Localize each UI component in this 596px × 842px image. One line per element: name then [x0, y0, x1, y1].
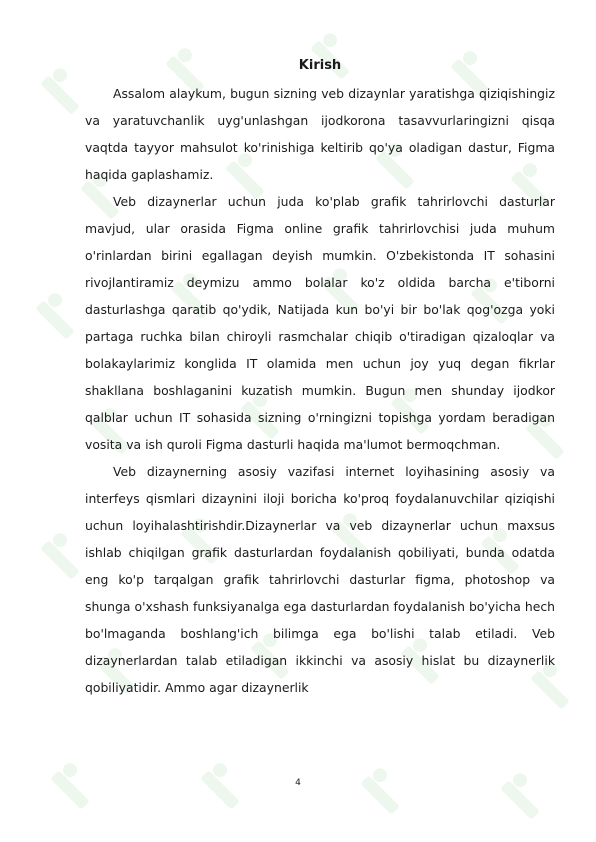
document-page — [85, 56, 555, 701]
page-number: 4 — [295, 778, 301, 788]
paragraph-intro: Assalom alaykum, bugun sizning veb dizaynlar yaratishga qiziqishingiz va yaratuvchanlik uyg'unlashgan ijodkorona tasavvurlaringizni qisqa vaqtda tayyor mahsulot ko'rinishiga keltirib qo'ya oladigan dastur, Figma haqida gaplashamiz. — [85, 86, 555, 182]
paragraph-designer-role: Veb dizaynerning asosiy vazifasi internet loyihasining asosiy va interfeys qismlari dizaynini iloji boricha ko'proq foydalanuvchilar qiziqishi uchun loyihalashtirishdir.Dizaynerlar va veb dizaynerlar uchun maxsus ishlab chiqilgan grafik dasturlardan foydalanish qobiliyati, bunda odatda eng ko'p tarqalgan grafik tahrirlovchi dasturlar figma, photoshop va shunga o'xshash funksiyanalga ega dasturlardan foydalanish bo'yicha hech bo'lmaganda boshlang'ich bilimga ega bo'lishi talab etiladi. Veb dizaynerlardan talab etiladigan ikkinchi va asosiy hislat bu dizaynerlik qobiliyatidir. Ammo agar dizaynerlik — [85, 464, 555, 695]
paragraph-figma-tools: Veb dizaynerlar uchun juda ko'plab grafik tahrirlovchi dasturlar mavjud, ular orasida Figma online grafik tahrirlovchisi juda muhum o'rinlardan birini egallagan deyish mumkin. O'zbekistonda IT sohasini rivojlantiramiz deymizu ammo bolalar ko'z oldida barcha e'tiborni dasturlashga qaratib qo'ydik, Natijada kun bo'yi bir bo'lak qog'ozga yoki partaga ruchka bilan chiroyli rasmchalar chiqib o'tiradigan qizaloqlar va bolakaylarimiz konglida IT olamida men uchun joy yuq degan fikrlar shakllana boshlaganini kuzatish mumkin. Bugun men shunday ijodkor qalblar uchun IT sohasida sizning o'rningizni topishga yordam beradigan vosita va ish quroli Figma dasturli haqida ma'lumot bermoqchman. — [85, 194, 555, 452]
document-title: Kirish — [298, 58, 342, 73]
